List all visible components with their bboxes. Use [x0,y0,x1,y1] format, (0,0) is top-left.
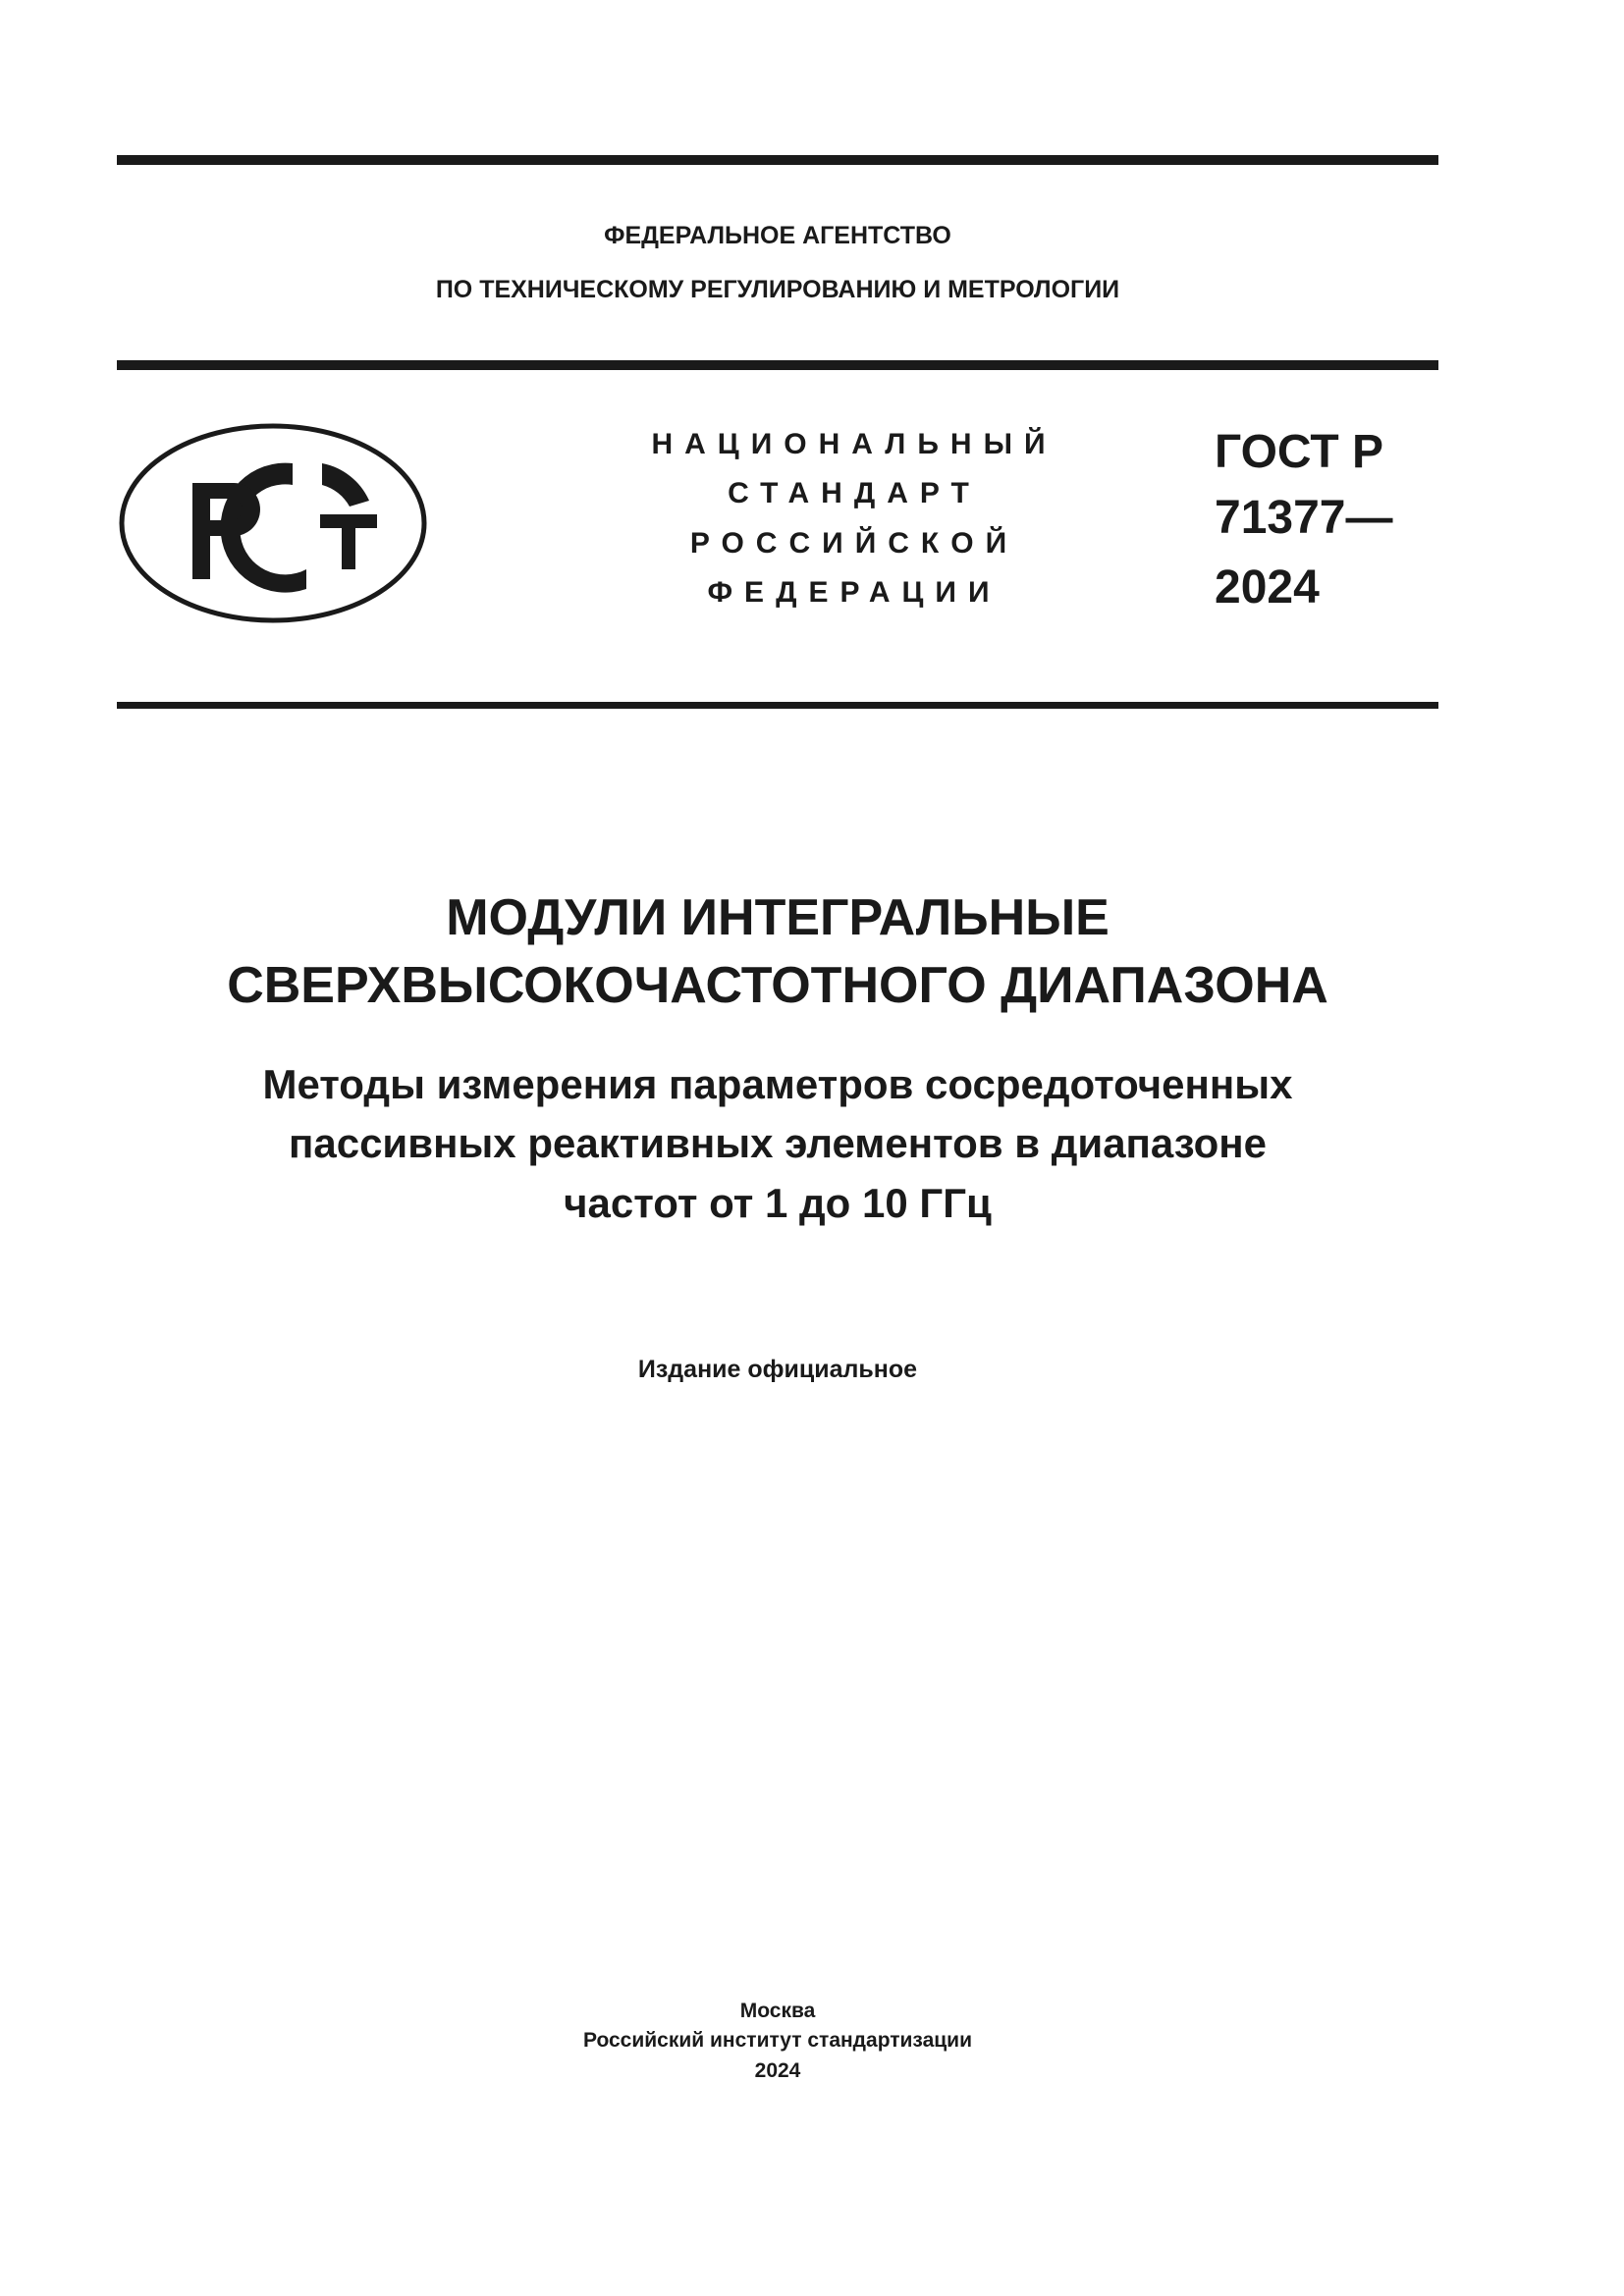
middle-divider [117,360,1438,370]
standard-designation-prefix: ГОСТ Р [1215,426,1384,478]
standard-type-line1: НАЦИОНАЛЬНЫЙ [651,428,1057,460]
standard-designation-year: 2024 [1215,561,1320,614]
standard-type-line3: РОССИЙСКОЙ [689,527,1019,560]
standard-type-line2: СТАНДАРТ [728,477,981,509]
document-subtitle-line1: Методы измерения параметров сосредоточенных [262,1061,1293,1107]
imprint-city: Москва [739,2000,816,2022]
bottom-divider [117,702,1438,709]
document-title-line2: СВЕРХВЫСОКОЧАСТОТНОГО ДИАПАЗОНА [227,957,1328,1014]
rst-certification-logo-icon [118,422,428,624]
imprint-publisher: Российский институт стандартизации [582,2029,973,2052]
edition-label: Издание официальное [637,1356,918,1383]
top-divider [117,155,1438,165]
document-subtitle-line2: пассивных реактивных элементов в диапазоне [288,1120,1268,1166]
standard-type-line4: ФЕДЕРАЦИИ [707,576,1001,609]
document-title-line1: МОДУЛИ ИНТЕГРАЛЬНЫЕ [446,889,1110,946]
imprint-year: 2024 [754,2059,801,2082]
standard-designation-number: 71377— [1215,492,1393,544]
agency-name-line2: ПО ТЕХНИЧЕСКОМУ РЕГУЛИРОВАНИЮ И МЕТРОЛОГИИ [435,276,1120,303]
document-subtitle-line3: частот от 1 до 10 ГГц [564,1180,992,1226]
agency-name-line1: ФЕДЕРАЛЬНОЕ АГЕНТСТВО [604,222,951,249]
